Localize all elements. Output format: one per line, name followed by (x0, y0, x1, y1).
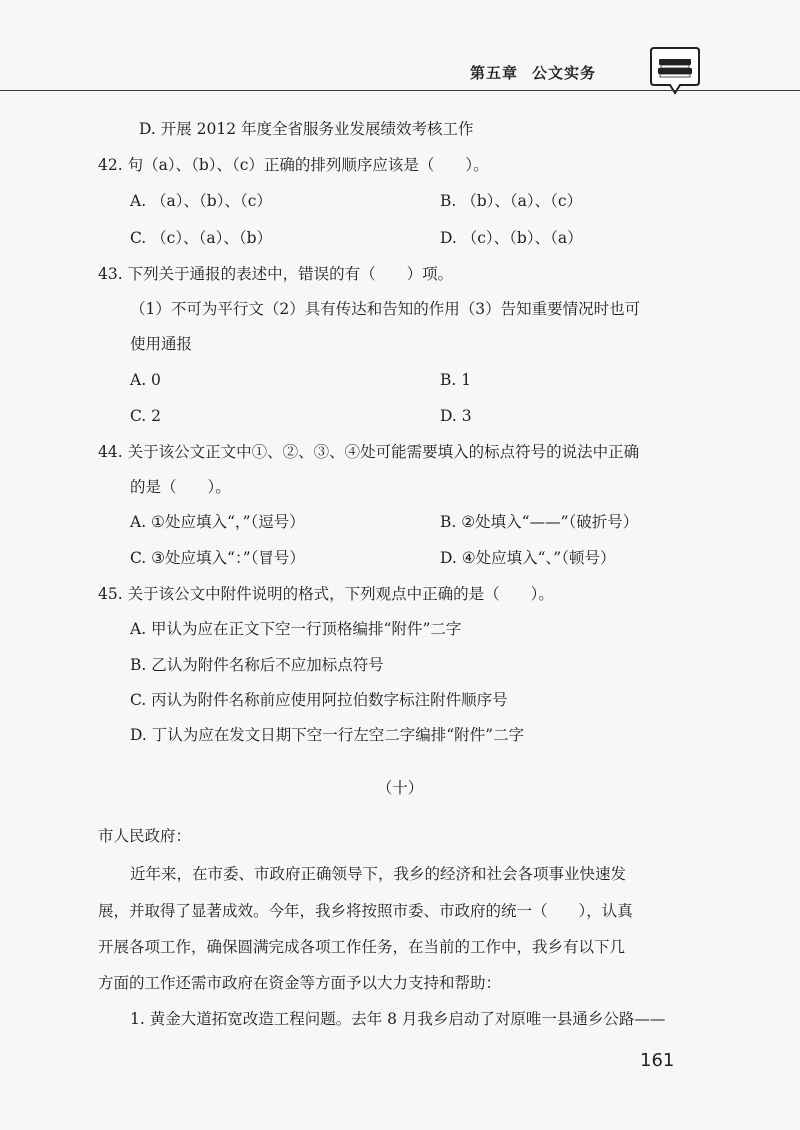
q44-option-b: B. ②处填入“——”（破折号） (440, 513, 639, 531)
letter-item-1: 1. 黄金大道拓宽改造工程问题。去年 8 月我乡启动了对原唯一县通乡公路—— (130, 1010, 666, 1028)
letter-paragraph-line-4: 方面的工作还需市政府在资金等方面予以大力支持和帮助： (98, 974, 502, 992)
letter-paragraph-line-1: 近年来，在市委、市政府正确领导下，我乡的经济和社会各项事业快速发 (130, 865, 627, 883)
letter-paragraph-line-3: 开展各项工作，确保圆满完成各项工作任务，在当前的工作中，我乡有以下几 (98, 938, 626, 956)
letter-paragraph-line-2: 展，并取得了显著成效。今年，我乡将按照市委、市政府的统一（ ），认真 (98, 902, 633, 920)
q43-stem: 43. 下列关于通报的表述中，错误的有（ ）项。 (98, 265, 454, 283)
letter-salutation: 市人民政府： (98, 827, 192, 845)
q45-stem: 45. 关于该公文中附件说明的格式，下列观点中正确的是（ ）。 (98, 585, 554, 603)
q43-statements: （1）不可为平行文（2）具有传达和告知的作用（3）告知重要情况时也可 (130, 300, 641, 318)
section-heading: （十） (376, 779, 424, 797)
q45-option-b: B. 乙认为附件名称后不应加标点符号 (130, 656, 384, 674)
q43-statements-cont: 使用通报 (130, 335, 193, 353)
q44-stem: 44. 关于该公文正文中①、②、③、④处可能需要填入的标点符号的说法中正确 (98, 443, 640, 461)
q44-option-a: A. ①处应填入“，”（逗号） (130, 513, 305, 531)
q42-option-d: D. （c）、（b）、（a） (440, 229, 583, 247)
book-stack-icon (650, 44, 700, 96)
q42-option-c: C. （c）、（a）、（b） (130, 229, 273, 247)
q42-option-a: A. （a）、（b）、（c） (130, 192, 272, 210)
q43-option-b: B. 1 (440, 371, 472, 389)
q43-option-c: C. 2 (130, 407, 162, 425)
q45-option-c: C. 丙认为附件名称前应使用阿拉伯数字标注附件顺序号 (130, 691, 508, 709)
q43-option-a: A. 0 (130, 371, 161, 389)
header-rule (0, 90, 800, 91)
q42-stem: 42. 句（a）、（b）、（c）正确的排列顺序应该是（ ）。 (98, 156, 489, 174)
section-name: 公文实务 (532, 64, 597, 82)
q45-option-d: D. 丁认为应在发文日期下空一行左空二字编排“附件”二字 (130, 726, 525, 744)
q44-option-c: C. ③处应填入“：”（冒号） (130, 549, 305, 567)
q41-option-d: D. 开展 2012 年度全省服务业发展绩效考核工作 (139, 120, 474, 138)
q43-option-d: D. 3 (440, 407, 472, 425)
chapter-number: 第五章 (470, 64, 519, 82)
chapter-title (470, 62, 596, 83)
q42-option-b: B. （b）、（a）、（c） (440, 192, 583, 210)
q45-option-a: A. 甲认为应在正文下空一行顶格编排“附件”二字 (130, 620, 462, 638)
page-number: 161 (640, 1050, 675, 1071)
q44-option-d: D. ④处应填入“、”（顿号） (440, 549, 616, 567)
q44-stem-cont: 的是（ ）。 (130, 478, 231, 496)
